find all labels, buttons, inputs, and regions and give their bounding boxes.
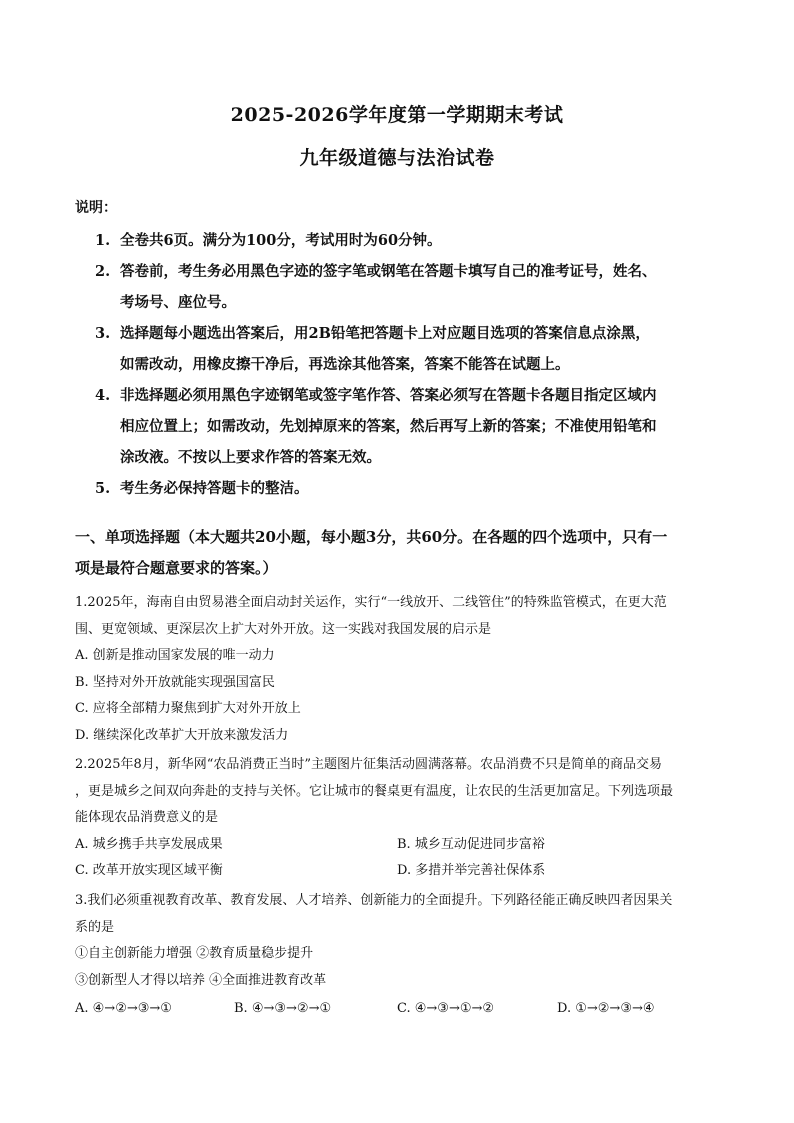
question-stem-line: ③创新型人才得以培养 ④全面推进教育改革 <box>75 972 327 988</box>
instruction-number: 4. <box>95 387 111 404</box>
instruction-text: 考生务必保持答题卡的整洁。 <box>120 480 309 497</box>
question-stem-line: 系的是 <box>75 919 115 935</box>
instruction-item-2 <box>95 256 725 318</box>
instruction-number: 5. <box>95 480 111 497</box>
instruction-text: 答卷前，考生务必用黑色字迹的签字笔或钢笔在答题卡填写自己的准考证号，姓名、 <box>120 263 657 280</box>
question-stem-line: ①自主创新能力增强 ②教育质量稳步提升 <box>75 946 314 961</box>
question-stem-line: 围、更宽领域、更深层次上扩大对外开放。这一实践对我国发展的启示是 <box>75 621 492 637</box>
instruction-text: 涂改液。不按以上要求作答的答案无效。 <box>120 449 381 466</box>
question-2 <box>75 752 725 832</box>
instruction-text: 如需改动，用橡皮擦干净后，再选涂其他答案，答案不能答在试题上。 <box>120 356 570 373</box>
instruction-number: 3. <box>95 325 111 342</box>
instruction-text: 全卷共6页。满分为100分，考试用时为60分钟。 <box>120 232 442 249</box>
instructions-label: 说明： <box>75 200 117 216</box>
exam-subtitle: 九年级道德与法治试卷 <box>299 147 495 169</box>
instruction-text: 选择题每小题选出答案后，用2B铅笔把答题卡上对应题目选项的答案信息点涂黑， <box>120 325 650 342</box>
option-b: B. 坚持对外开放就能实现强国富民 <box>75 674 275 690</box>
instruction-text: 非选择题必须用黑色字迹钢笔或签字笔作答、答案必须写在答题卡各题目指定区域内 <box>120 387 657 404</box>
question-3 <box>75 888 725 994</box>
option-d: D. 继续深化改革扩大开放来激发活力 <box>75 727 289 743</box>
question-stem-line: 2.2025年8月，新华网“农品消费正当时”主题图片征集活动圆满落幕。农品消费不只是简单的商品交易 <box>75 757 663 772</box>
instruction-item-4 <box>95 380 725 473</box>
section-heading-single-choice <box>75 522 723 584</box>
instruction-number: 1. <box>95 232 111 249</box>
instruction-item-3 <box>95 318 725 380</box>
option-a: A. ④→②→③→① <box>75 1001 172 1016</box>
option-b: B. ④→③→②→① <box>234 1001 332 1016</box>
option-b: B. 城乡互动促进同步富裕 <box>397 837 545 852</box>
instruction-item-5 <box>95 473 725 504</box>
instruction-text: 相应位置上；如需改动，先划掉原来的答案，然后再写上新的答案；不准使用铅笔和 <box>120 418 657 435</box>
option-d: D. 多措并举完善社保体系 <box>397 863 546 878</box>
question-stem-line: 1.2025年，海南自由贸易港全面启动封关运作，实行“一线放开、二线管住”的特殊监管模式，在更大范 <box>75 595 667 610</box>
option-c: C. 改革开放实现区域平衡 <box>75 863 223 878</box>
option-c: C. ④→③→①→② <box>397 1001 495 1016</box>
section-heading-line: 项是最符合题意要求的答案。） <box>75 559 278 577</box>
question-1 <box>75 590 725 749</box>
option-a: A. 城乡携手共享发展成果 <box>75 837 223 852</box>
section-heading-line: 一、单项选择题（本大题共20小题，每小题3分，共60分。在各题的四个选项中，只有一 <box>75 528 668 546</box>
instruction-text: 考场号、座位号。 <box>120 294 236 311</box>
exam-title: 2025-2026学年度第一学期期末考试 <box>230 104 564 126</box>
option-c: C. 应将全部精力聚焦到扩大对外开放上 <box>75 701 301 716</box>
option-d: D. ①→②→③→④ <box>557 1001 655 1016</box>
instruction-item-1 <box>95 225 725 256</box>
option-a: A. 创新是推动国家发展的唯一动力 <box>75 648 275 663</box>
question-stem-line: 能体现农品消费意义的是 <box>75 810 219 825</box>
question-stem-line: ，更是城乡之间双向奔赴的支持与关怀。它让城市的餐桌更有温度，让农民的生活更加富足。下列选项最 <box>75 783 674 799</box>
question-stem-line: 3.我们必须重视教育改革、教育发展、人才培养、创新能力的全面提升。下列路径能正确反映四者因果关 <box>75 893 673 908</box>
instruction-number: 2. <box>95 263 111 280</box>
